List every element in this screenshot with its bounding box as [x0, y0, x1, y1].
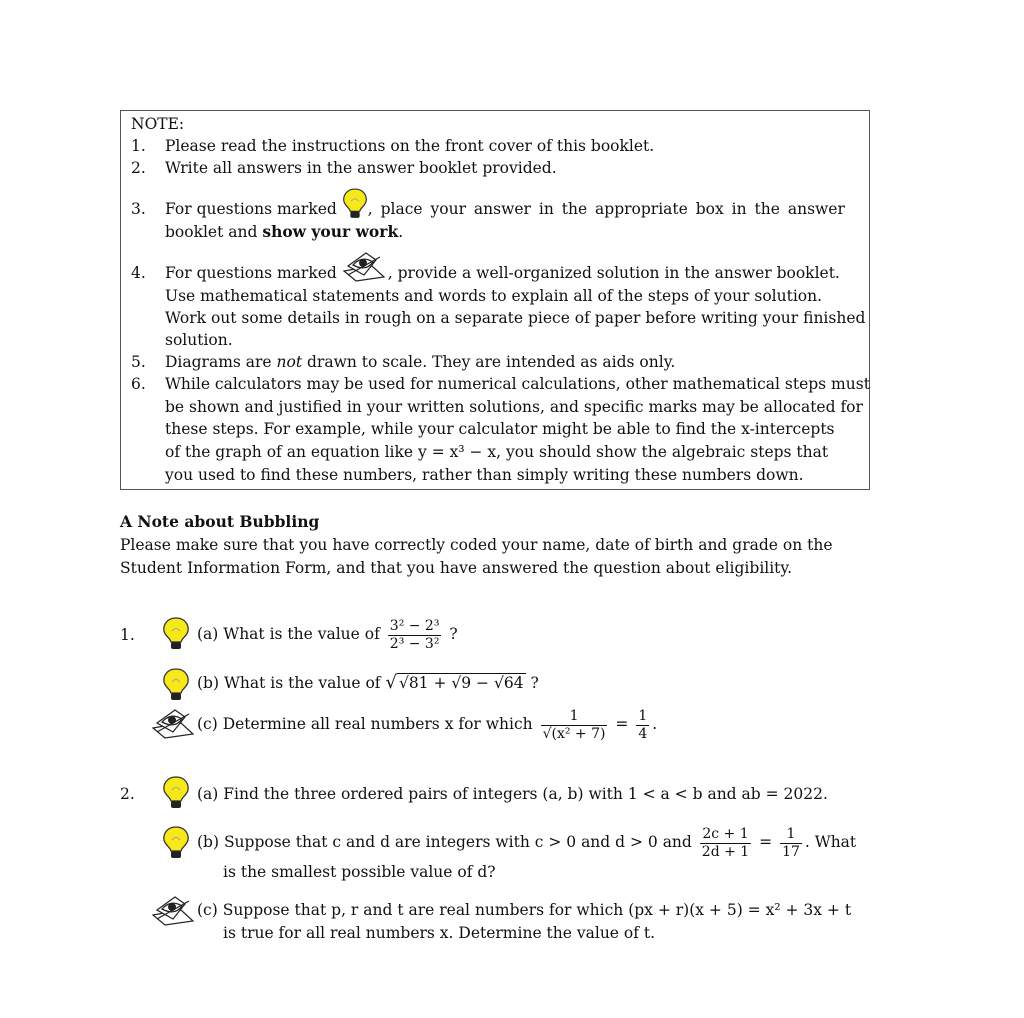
fraction: $\frac{1}{\text{√(x² + 7)}}$	[542, 707, 606, 742]
question-2a: (a) Find the three ordered pairs of integers (a, b) with 1 < a < b and ab = 2022.	[197, 785, 828, 803]
note-item-number: 5.	[131, 353, 146, 371]
note-item-number: 1.	[131, 137, 146, 155]
note-item-number: 3.	[131, 200, 146, 218]
eye-on-paper-icon	[151, 895, 195, 927]
note-item-number: 2.	[131, 159, 146, 177]
lightbulb-icon	[162, 775, 190, 809]
note-item-number: 6.	[131, 375, 146, 393]
note-item-text-line: While calculators may be used for numerical calculations, other mathematical steps must	[165, 375, 870, 393]
fraction: $\frac{1}{4}$	[638, 707, 648, 742]
note-item-text-line: Work out some details in rough on a separate piece of paper before writing your finished	[165, 309, 866, 327]
question-1a: (a) What is the value of $\frac{\text{3² − 2³}}{\text{2³ − 3²}}$ ?	[197, 617, 458, 652]
eye-on-paper-icon	[340, 251, 388, 283]
fraction: $\frac{\text{3² − 2³}}{\text{2³ − 3²}}$	[389, 617, 440, 652]
fraction: $\frac{2c + 1}{2d + 1}$	[701, 825, 750, 860]
question-1b: (b) What is the value of √ √81 + √9 − √64 ?	[197, 672, 539, 693]
bubbling-text-line: Please make sure that you have correctly coded your name, date of birth and grade on the	[120, 536, 833, 554]
question-1c: (c) Determine all real numbers x for which $\frac{1}{\text{√(x² + 7)}}$ = $\frac{1}{4}$ .	[197, 707, 658, 742]
note-item-text: Diagrams are not drawn to scale. They are intended as aids only.	[165, 353, 676, 371]
note-item-text-line: Use mathematical statements and words to explain all of the steps of your solution.	[165, 287, 823, 305]
bubbling-heading: A Note about Bubbling	[120, 512, 320, 531]
question-number: 2.	[120, 785, 135, 803]
question-2b: (b) Suppose that c and d are integers with c > 0 and d > 0 and $\frac{2c + 1}{2d + 1}$ = $\frac{1}{17}$ . What	[197, 825, 857, 860]
lightbulb-icon	[162, 825, 190, 859]
note-item-number: 4.	[131, 264, 146, 282]
note-item-text: Please read the instructions on the front cover of this booklet.	[165, 137, 655, 155]
note-item-text: For questions marked , provide a well-organized solution in the answer booklet.	[165, 262, 840, 284]
note-item-text: For questions marked , place your answer in the appropriate box in the answer	[165, 198, 845, 220]
note-item-text-line: booklet and show your work.	[165, 222, 404, 241]
note-item-text-line: of the graph of an equation like y = x³ − x, you should show the algebraic steps that	[165, 443, 829, 461]
note-item-text-line: these steps. For example, while your calculator might be able to find the x-intercepts	[165, 420, 835, 438]
fraction: $\frac{1}{17}$	[782, 825, 800, 860]
note-item-text: Write all answers in the answer booklet provided.	[165, 159, 557, 177]
note-heading: NOTE:	[131, 115, 185, 133]
note-item-text-line: solution.	[165, 331, 233, 349]
question-number: 1.	[120, 626, 135, 644]
question-2c-line: is true for all real numbers x. Determine the value of t.	[223, 924, 656, 942]
question-2c: (c) Suppose that p, r and t are real numbers for which (px + r)(x + 5) = x² + 3x + t	[197, 901, 852, 919]
lightbulb-icon	[342, 186, 368, 220]
bubbling-text-line: Student Information Form, and that you have answered the question about eligibility.	[120, 559, 793, 577]
note-item-text-line: be shown and justified in your written solutions, and specific marks may be allocated for	[165, 398, 863, 416]
note-item-text-line: you used to find these numbers, rather than simply writing these numbers down.	[165, 466, 804, 484]
lightbulb-icon	[162, 667, 190, 701]
question-2b-line: is the smallest possible value of d?	[223, 863, 496, 881]
eye-on-paper-icon	[151, 708, 195, 740]
lightbulb-icon	[162, 616, 190, 650]
